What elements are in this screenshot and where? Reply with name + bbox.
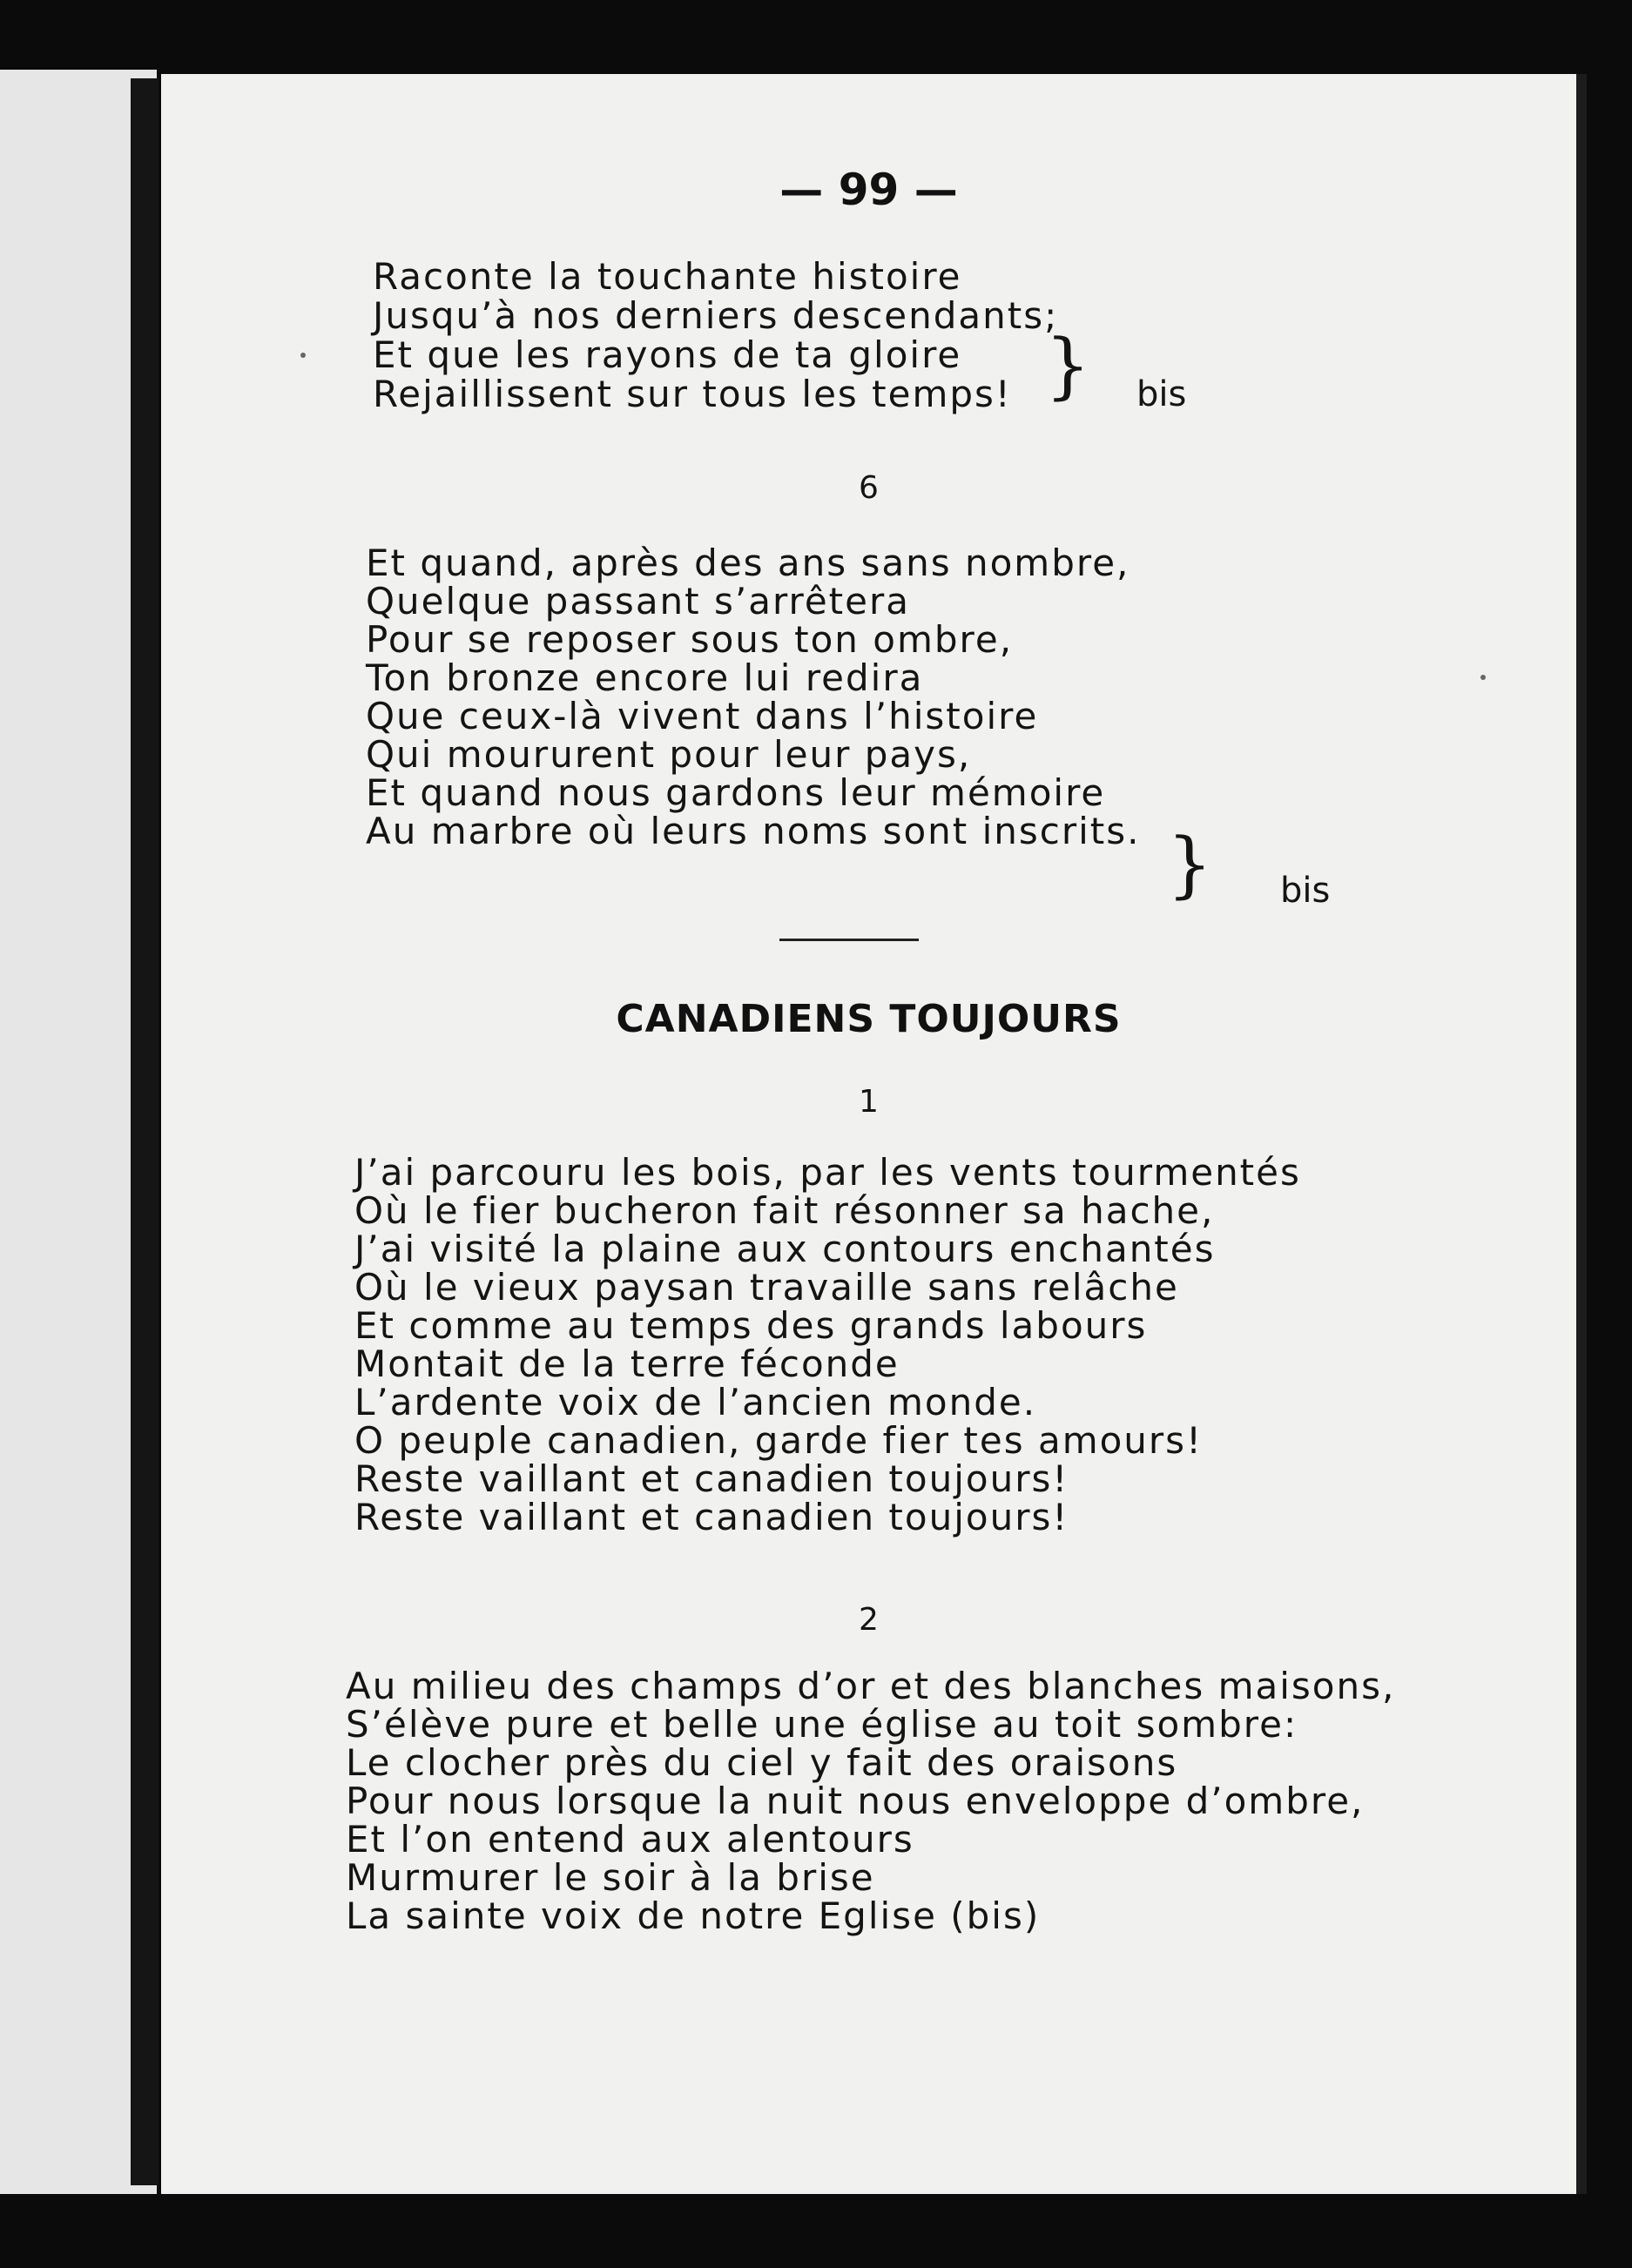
verse-line: Et que les rayons de ta gloire	[373, 333, 962, 376]
verse-line: O peuple canadien, garde fier tes amours!	[354, 1419, 1203, 1462]
verse-line: Quelque passant s’arrêtera	[366, 580, 910, 623]
verse-line: La sainte voix de notre Eglise (bis)	[346, 1894, 1041, 1937]
song-title: CANADIENS TOUJOURS	[616, 997, 1122, 1041]
song-stanza-1	[354, 1151, 1301, 1538]
page-edge-shadow	[1575, 74, 1587, 2194]
verse-line: L’ardente voix de l’ancien monde.	[354, 1381, 1037, 1423]
stanza-number: 2	[859, 1602, 879, 1638]
verse-line: Qui moururent pour leur pays,	[366, 733, 972, 776]
book-spine	[131, 78, 158, 2185]
verse-line: Murmurer le soir à la brise	[346, 1856, 875, 1899]
refrain-brace: }	[1045, 325, 1091, 407]
book-page	[161, 74, 1576, 2194]
verse-line: Reste vaillant et canadien toujours!	[354, 1496, 1069, 1538]
verse-line: Et comme au temps des grands labours	[354, 1304, 1148, 1347]
verse-line: Où le fier bucheron fait résonner sa hache,	[354, 1189, 1215, 1232]
refrain-mark: bis	[1136, 374, 1187, 414]
stanza-number: 1	[859, 1084, 879, 1120]
verse-line: Que ceux-là vivent dans l’histoire	[366, 695, 1039, 737]
verse-line: Le clocher près du ciel y fait des oraisons	[346, 1741, 1178, 1784]
print-speck	[300, 353, 306, 358]
verse-line: Et quand nous gardons leur mémoire	[366, 771, 1106, 814]
refrain-mark: bis	[1280, 871, 1331, 911]
verse-line: J’ai visité la plaine aux contours enchantés	[354, 1228, 1216, 1270]
stanza-number: 6	[859, 470, 879, 506]
verse-line: Reste vaillant et canadien toujours!	[354, 1457, 1069, 1500]
verse-line: S’élève pure et belle une église au toit sombre:	[346, 1703, 1298, 1746]
section-divider	[779, 939, 919, 941]
verse-line: Et quand, après des ans sans nombre,	[366, 542, 1130, 584]
page-number: — 99 —	[779, 165, 958, 215]
verse-line: Montait de la terre féconde	[354, 1343, 900, 1385]
song-stanza-2	[346, 1667, 1395, 1935]
verse-line: Au milieu des champs d’or et des blanches maisons,	[346, 1665, 1396, 1707]
verse-line: J’ai parcouru les bois, par les vents tourmentés	[354, 1151, 1301, 1194]
stanza-6	[366, 544, 1140, 851]
verse-line: Au marbre où leurs noms sont inscrits.	[366, 810, 1141, 852]
print-speck	[1480, 675, 1486, 680]
stanza-5-end	[373, 257, 1058, 414]
verse-line: Pour se reposer sous ton ombre,	[366, 618, 1014, 661]
verse-line: Jusqu’à nos derniers descendants;	[373, 294, 1059, 337]
verse-line: Rejaillissent sur tous les temps!	[373, 373, 1012, 415]
verse-line: Et l’on entend aux alentours	[346, 1818, 914, 1861]
verse-line: Où le vieux paysan travaille sans relâche	[354, 1266, 1179, 1309]
verse-line: Ton bronze encore lui redira	[366, 656, 924, 699]
refrain-brace: }	[1167, 824, 1213, 906]
verse-line: Pour nous lorsque la nuit nous enveloppe d’ombre,	[346, 1780, 1365, 1822]
verse-line: Raconte la touchante histoire	[373, 255, 962, 298]
